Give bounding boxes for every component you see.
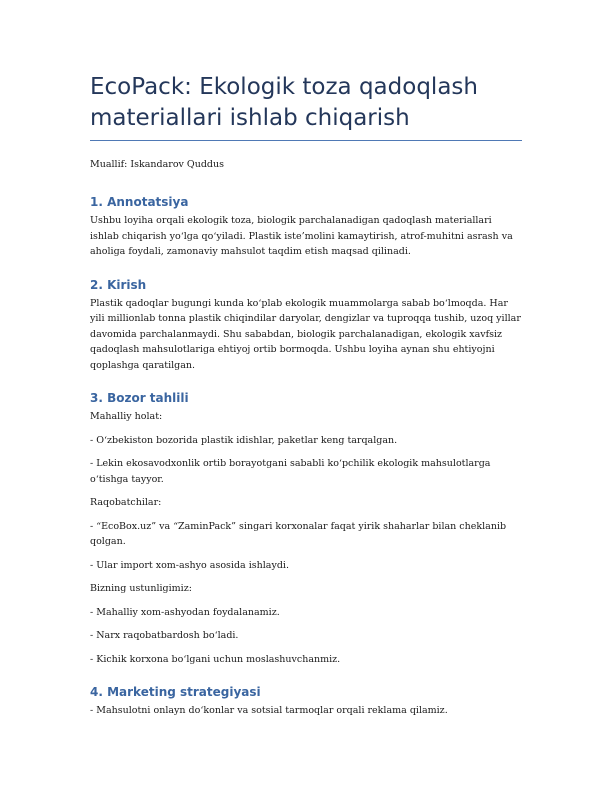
list-item: - Mahalliy xom-ashyodan foydalanamiz. [90, 606, 280, 618]
document-page [90, 72, 522, 736]
section-annotation [90, 194, 522, 260]
list-item: - Narx raqobatbardosh bo‘ladi. [90, 630, 239, 641]
section-heading-intro: 2. Kirish [90, 277, 147, 292]
intro-paragraph: Plastik qadoqlar bugungi kunda ko‘plab ekologik muammolarga sabab bo‘lmoqda. Har yili millionlab tonna plastik chiqindilar daryolar, dengizlar va tuproqqa tushib, uzoq yillar davomida parchalanmaydi. Shu sababdan, biologik parchalanadigan, ekologik xavfsiz qadoqlash mahsulotlariga ehtiyoj ortib bormoqda. Ushbu loyiha aynan shu ehtiyojni qoplashga qaratilgan. [90, 297, 521, 371]
market-local-label: Mahalliy holat: [90, 411, 163, 422]
section-heading-annotation: 1. Annotatsiya [90, 195, 189, 209]
annotation-paragraph: Ushbu loyiha orqali ekologik toza, biologik parchalanadigan qadoqlash materiallari ishlab chiqarish yo‘lga qo‘yiladi. Plastik iste’molini kamaytirish, atrof-muhitni asrash va aholiga foydali, zamonaviy mahsulot taqdim etish maqsad qilinadi. [90, 215, 513, 257]
section-heading-market: 3. Bozor tahlili [90, 391, 189, 405]
list-item: - Ular import xom-ashyo asosida ishlaydi. [90, 559, 289, 571]
list-item: - Lekin ekosavodxonlik ortib borayotgani sababli ko‘pchilik ekologik mahsulotlarga o‘tishga tayyor. [90, 458, 491, 485]
section-intro [90, 277, 522, 374]
list-item: - O‘zbekiston bozorida plastik idishlar, paketlar keng tarqalgan. [90, 434, 398, 446]
document-title: EcoPack: Ekologik toza qadoqlash materiallari ishlab chiqarish [90, 74, 478, 131]
market-advantages-label: Bizning ustunligimiz: [90, 583, 192, 594]
section-heading-marketing: 4. Marketing strategiyasi [90, 685, 261, 699]
title-divider [90, 140, 522, 141]
list-item: - Mahsulotni onlayn do‘konlar va sotsial tarmoqlar orqali reklama qilamiz. [90, 705, 448, 716]
list-item: - Kichik korxona bo‘lgani uchun moslashuvchanmiz. [90, 653, 341, 665]
author-line: Muallif: Iskandarov Quddus [90, 159, 224, 170]
section-marketing [90, 684, 522, 719]
list-item: - “EcoBox.uz” va “ZaminPack” singari korxonalar faqat yirik shaharlar bilan cheklanib qolgan. [90, 520, 507, 547]
market-competitors-label: Raqobatchilar: [90, 497, 162, 508]
section-market [90, 390, 522, 667]
